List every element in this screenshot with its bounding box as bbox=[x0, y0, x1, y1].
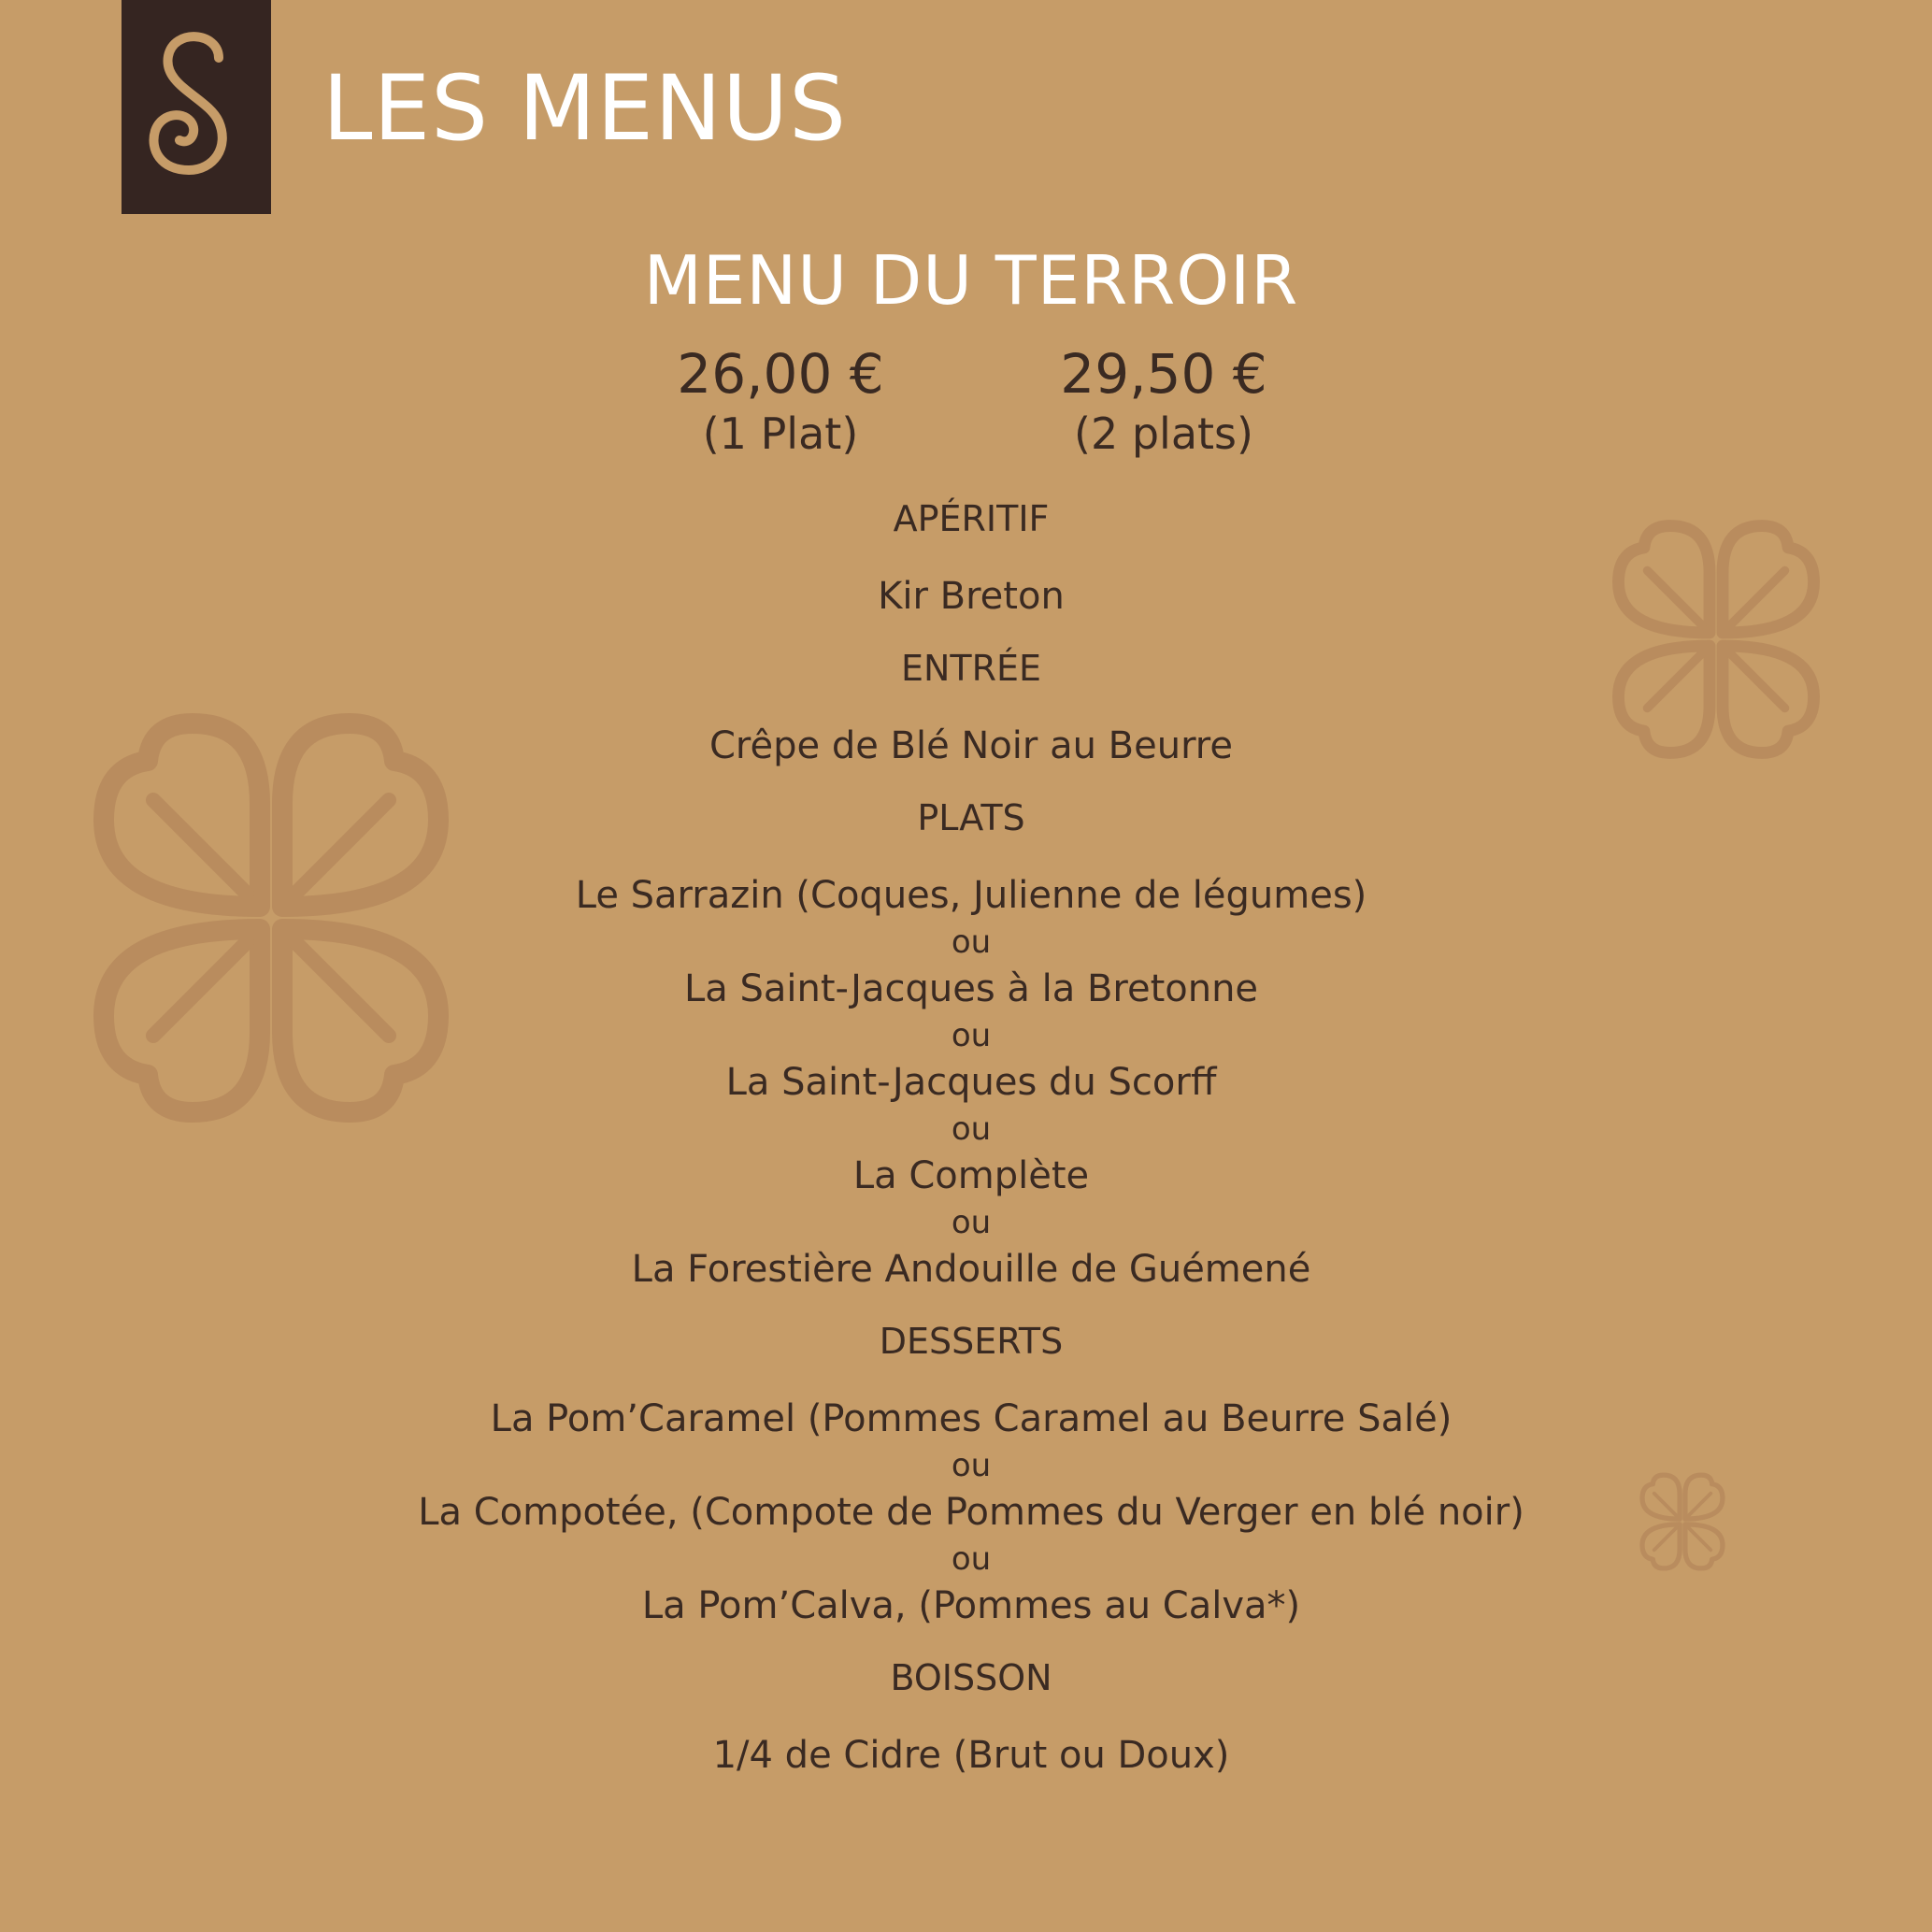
price-row bbox=[0, 341, 1932, 463]
section-title: PLATS bbox=[917, 797, 1025, 838]
or-separator: ou bbox=[951, 1447, 992, 1484]
section-title: DESSERTS bbox=[879, 1321, 1064, 1362]
menu-item: La Complète bbox=[852, 1154, 1090, 1197]
section-items bbox=[0, 721, 1932, 771]
menu-item: La Forestière Andouille de Guémené bbox=[631, 1248, 1311, 1291]
price-note: (2 plats) bbox=[1074, 408, 1253, 459]
menu-item: La Compotée, (Compote de Pommes du Verger en blé noir) bbox=[418, 1491, 1524, 1534]
price-amount: 26,00 € bbox=[677, 342, 884, 406]
or-separator: ou bbox=[951, 1110, 992, 1148]
menu-item: Crêpe de Blé Noir au Beurre bbox=[709, 724, 1233, 767]
section-title: APÉRITIF bbox=[893, 498, 1050, 539]
menu-item: La Saint-Jacques du Scorff bbox=[725, 1061, 1217, 1104]
menu-item: Kir Breton bbox=[878, 575, 1065, 618]
menu-sections bbox=[0, 491, 1932, 1781]
menu-item: La Saint-Jacques à la Bretonne bbox=[683, 967, 1259, 1010]
price-one-dish bbox=[612, 341, 949, 461]
section-items bbox=[0, 571, 1932, 622]
section-items bbox=[0, 1394, 1932, 1631]
price-amount: 29,50 € bbox=[1060, 342, 1267, 406]
menu-item: La Pom’Caramel (Pommes Caramel au Beurre Salé) bbox=[490, 1397, 1453, 1440]
menu-item: La Pom’Calva, (Pommes au Calva*) bbox=[641, 1584, 1301, 1627]
or-separator: ou bbox=[951, 1204, 992, 1241]
or-separator: ou bbox=[951, 1017, 992, 1054]
menu-item: 1/4 de Cidre (Brut ou Doux) bbox=[712, 1734, 1230, 1777]
price-note: (1 Plat) bbox=[702, 408, 859, 459]
section-title: BOISSON bbox=[890, 1657, 1052, 1698]
menu-item: Le Sarrazin (Coques, Julienne de légumes) bbox=[575, 874, 1367, 917]
section-items bbox=[0, 870, 1932, 1295]
menu-title: MENU DU TERROIR bbox=[643, 241, 1299, 320]
page-title: LES MENUS bbox=[322, 56, 848, 161]
logo-s-icon bbox=[122, 0, 271, 214]
section-items bbox=[0, 1730, 1932, 1781]
section-title: ENTRÉE bbox=[900, 648, 1042, 689]
price-two-dishes bbox=[995, 341, 1332, 461]
or-separator: ou bbox=[951, 1540, 992, 1578]
logo-box bbox=[122, 0, 271, 214]
or-separator: ou bbox=[951, 923, 992, 961]
menu bbox=[0, 238, 1932, 1781]
